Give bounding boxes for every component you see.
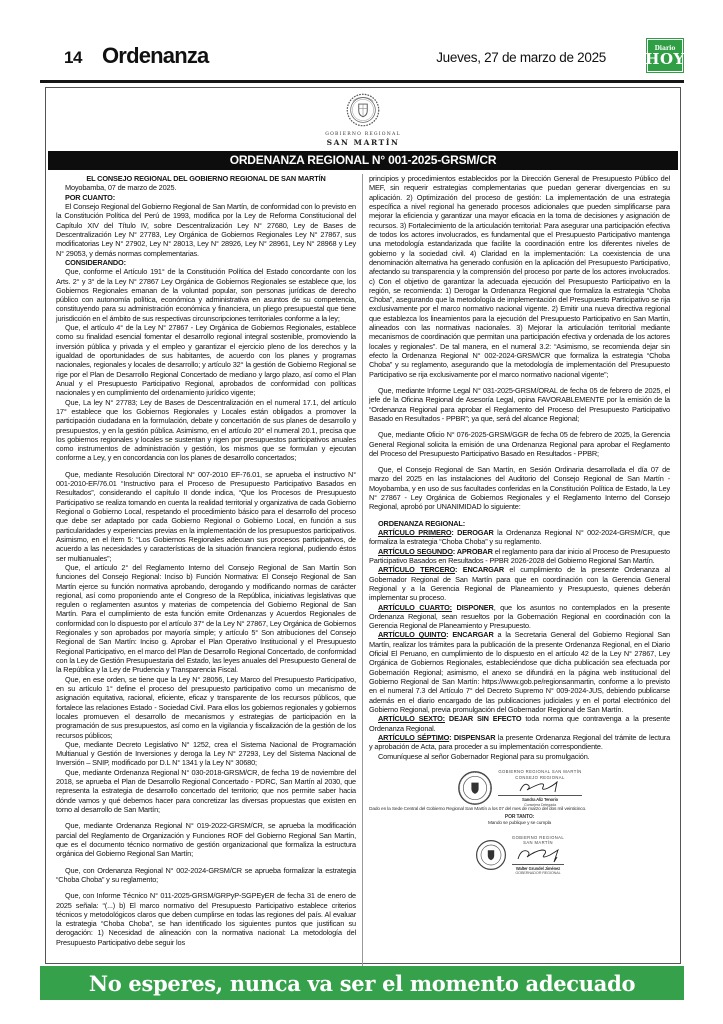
regional-crest-block: [46, 88, 680, 146]
footer-slogan-text: No esperes, nunca va ser el momento adecuado: [88, 970, 636, 996]
logo-top-text: Diario: [654, 44, 676, 52]
considerando-heading: CONSIDERANDO:: [65, 257, 126, 267]
article-primero: ARTÍCULO PRIMERO: DEROGAR la Ordenanza Regional N° 002-2024-GRSM/CR, que formaliza la estrategia “Choba Choba” y su reglamento.: [369, 528, 670, 547]
consejo-seal-icon: [457, 770, 493, 806]
paragraph: Que, con Ordenanza Regional N° 002-2024-GRSM/CR se aprueba formalizar la estrategia “Choba Choba” y su reglamento;: [56, 865, 356, 884]
article-septimo: ARTÍCULO SÉPTIMO: DISPENSAR la presente Ordenanza Regional del trámite de lectura y aprobación de Acta, para proceder a su implementación correspondiente.: [369, 732, 671, 752]
paragraph: Que, mediante Ordenanza Regional N° 030-2018-GRSM/CR, de fecha 19 de noviembre del 2018, se aprueba el Plan de Desarrollo Regional Concertado - PDRC, San Martín al 2030, que representa la estrategia de desarrollo concertado del territorio; que nos permite saber hacia dónde vamos y qué debemos hacer para concretizar las diversas propuestas que existen en torno al desarrollo de San Martín;: [56, 767, 356, 815]
handwritten-signature-icon: [516, 781, 564, 794]
por-tanto: POR TANTO:: [504, 814, 535, 821]
edition-date: Jueves, 27 de marzo de 2025: [436, 50, 606, 65]
paragraph: Que, el Consejo Regional de San Martín, en Sesión Ordinaria desarrollada el día 07 de marzo del 2025 en las instalaciones del Auditorio del Consejo Regional de San Martín - Moyobamba, y en uso de sus facultades conferidas en la Constitución Política de Estado, la Ley N° 27867 - Ley Orgánica de Gobiernos Regionales y el Reglamento Interno del Consejo Regional, aprobó por UNANIMIDAD lo siguiente:: [369, 465, 670, 512]
paragraph: Que, mediante Oficio N° 076-2025-GRSM/GGR de fecha 05 de febrero de 2025, la Gerencia General Regional solicita la emisión de una Ordenanza Regional para aprobar el Reglamento del Proceso del Presupuesto Participativo Basado en Resultados - PPBR;: [369, 430, 670, 458]
sig2-org: GOBIERNO REGIONAL: [511, 834, 565, 840]
closing-line: Comuníquese al señor Gobernador Regional para su promulgación.: [378, 751, 590, 761]
handwritten-signature-icon: [512, 847, 564, 863]
left-column: [50, 174, 363, 966]
council-heading: EL CONSEJO REGIONAL DEL GOBIERNO REGIONAL DE SAN MARTÍN: [86, 174, 326, 184]
ordinance-document: [45, 87, 681, 964]
paragraph: El Consejo Regional del Gobierno Regional de San Martín, de conformidad con lo previsto en la Constitución Política del Perú de 1993, modifica por la Ley de Reforma Constitucional del Capítulo XIV del Título IV, sobre Descentralización Ley N° 27680, Ley de Bases de Descentralización Ley N° 27783, Ley Orgánica de Gobiernos Regionales Ley N° 27867, sus modificatorias Ley N° 27902, Ley N° 28013, Ley N° 28926, Ley N° 28961, Ley N° 28968 y Ley N° 29053, y demás normas complementarias.: [56, 202, 356, 258]
signature-block-consejo: [369, 769, 670, 808]
dado-line: Dado en la Sede Central del Gobierno Regional San Martín a los 07 del mes de marzo del dos mil veinticinco.: [369, 807, 587, 813]
paragraph: principios y procedimientos establecidos por la Dirección General de Presupuesto Público del MEF, sin requerir estrategias complementarias que puedan generar divergencias en su aplicación. 2) Optimización del proceso de gestión: La implementación de una estrategia específica a nivel regional ha generado procesos adicionales que pueden simplificarse para mejorar la eficiencia y garantizar una mayor eficacia en la toma de decisiones y asignación de recursos. 3) Fortalecimiento de la articulación territorial: Para asegurar una participación efectiva de todos los actores involucrados, es fundamental que el Presupuesto Participativo mantenga una metodología estandarizada que facilite la coordinación entre los diferentes niveles de gobierno y la sociedad civil. 4) Claridad en la implementación: La coexistencia de una denominación alternativa ha generado confusión en la aplicación del Presupuesto Participativo, afectando su transparencia y la comprensión del proceso por parte de los actores involucrados. c) Con el objetivo de garantizar la adecuada ejecución del Presupuesto Participativo en la región, se recomienda: 1) Derogar la Ordenanza Regional que formaliza la estrategia “Choba Choba”, asegurando que la metodología de implementación del Presupuesto Participativo se rija exclusivamente por el marco normativo nacional vigente. 2) Emitir una nueva directiva regional que establezca los lineamientos para la ejecución del Presupuesto Participativo en San Martín, alineados con las normativas nacionales. 3) Mejorar la articulación territorial mediante mecanismos de coordinación que permitan una participación efectiva y ordenada de los actores locales y regionales”. De tal manera, en el numeral 3.2: “Asimismo, se recomienda dejar sin efecto la Ordenanza Regional N° 002-2024-GRSM/CR que formaliza la estrategia “Choba Choba” y su reglamento, asegurando que la metodología de implementación del Presupuesto Participativo se rija exclusivamente por el marco normativo nacional vigente”;: [369, 174, 670, 379]
paragraph: Que, en ese orden, se tiene que la Ley N° 28056, Ley Marco del Presupuesto Participativo, en su artículo 1° define el proceso del presupuesto participativo como un mecanismo de asignación equitativa, racional, eficiente, eficaz y transparente de los recursos públicos, que fortalece las relaciones Estado - Sociedad Civil. Para ellos los gobiernos regionales y gobiernos locales promueven el desarrollo de mecanismos y estrategias de participación en la programación de sus presupuestos, así como en la vigilancia y fiscalización de la gestión de los recursos públicos;: [56, 674, 356, 740]
paragraph: Que, el artículo 4° de la Ley N° 27867 - Ley Orgánica de Gobiernos Regionales, establece como su finalidad esencial fomentar el desarrollo regional integral sostenible, promoviendo la inversión pública y privada y el empleo y garantizar el ejercicio pleno de los derechos y la igualdad de oportunidades de sus habitantes, de acuerdo con los planes y programas nacionales, regionales y locales de desarrollo; y artículo 32° la gestión de Gobierno Regional se rige por el Plan de Desarrollo Regional Concertado de mediano y largo plazo, así como el Plan Anual y el Presupuesto Participativo Regional, aprobados de conformidad con políticas nacionales y en cumplimiento del ordenamiento jurídico vigente;: [56, 323, 356, 398]
gobernador-signature-text: [512, 835, 564, 877]
header-rule: [40, 80, 684, 83]
consejo-signature-text: [498, 769, 581, 808]
section-title: Ordenanza: [102, 43, 209, 68]
article-quinto: ARTÍCULO QUINTO: ENCARGAR a la Secretaria General del Gobierno Regional San Martín, realizar los trámites para la publicación de la presente Ordenanza Regional, en el Diario Oficial El Peruano, en cumplimiento de lo dispuesto en el artículo 42 de la Ley N° 27867, Ley Orgánica de Gobiernos Regionales, estableciéndose que dicha publicación sea efectuada por Gobernación Regional; asimismo, el anexo se difundirá en la página web institucional del Gobierno Regional de San Martín: https://www.gob.pe/regionsanmartin, conforme a lo previsto en el numeral 7.3 del Artículo 7° del Decreto Supremo N° 009-2024-JUS, debiendo publicarse además en el diario encargado de las publicaciones judiciales y en el portal electrónico del Gobierno Regional, previa promulgación del Gobernador Regional de San Martín.: [369, 630, 670, 714]
paragraph: Que, La ley N° 27783; Ley de Bases de Descentralización en el numeral 17.1, del artículo 17° establece que los Gobiernos Regionales y Locales están obligados a promover la participación ciudadana en la formulación, debate y concertación de sus planes de desarrollo y presupuestos, y en la gestión pública. Asimismo, en el artículo 20° el numeral 20.1, precisa que los gobiernos regionales y locales se sustentan y rigen por presupuestos participativos anuales como instrumentos de administración y gestión, los mismos que se formulan y ejecutan conforme a Ley, y en concordancia con los planes de desarrollo concertados;: [56, 397, 356, 463]
sig1-title: Consejera Delegada: [524, 802, 556, 807]
article-segundo: ARTÍCULO SEGUNDO: APROBAR el reglamento para dar inicio al Proceso de Presupuesto Participativo Basados en Resultados - PPBR 2026-2028 del Gobierno Regional San Martín.: [369, 546, 670, 565]
sig2-sub: SAN MARTÍN: [523, 840, 553, 846]
diario-hoy-logo: [646, 38, 684, 73]
ordenanza-heading: ORDENANZA REGIONAL:: [378, 518, 466, 528]
gobernador-seal-icon: [475, 839, 507, 871]
article-cuarto: ARTÍCULO CUARTO: DISPONER, que los asuntos no contemplados en la presente Ordenanza Regional, sean resueltos por la Gobernación Regional en coordinación con la Gerencia Regional de Planeamiento y Presupuesto.: [369, 602, 670, 631]
crest-org-line2: SAN MARTÍN: [326, 137, 400, 147]
paragraph: Que, mediante Resolución Directoral N° 007-2010 EF-76.01, se aprueba el instructivo N° 001-2010-EF/76.01 “Instructivo para el Proceso de Presupuesto Participativo Basados en Resultados”, considerando el capítulo II donde indica, “Que los Procesos de Presupuesto Participativo se realiza tomando en cuenta la realidad territorial y organizativa de cada Gobierno Regional o Gobierno Local, respetando el procedimiento básico para el desarrollo del proceso que debe ser adaptado por cada Gobierno Regional o Gobierno Local, en función a sus particularidades y experiencias previas en la implementación de los presupuestos participativos. Asimismo, en el ítem 5: “Los Gobiernos Regionales adecuan sus procesos participativos, de acuerdo a las necesidades y características de la situación financiera regional, pudiendo éstos ser multianuales”;: [56, 469, 356, 563]
article-tercero: ARTÍCULO TERCERO: ENCARGAR el cumplimiento de la presente Ordenanza al Gobernador Regional de San Martín para que en coordinación con la Gerencia General Regional y a la Gerencia Regional de Planeamiento y Presupuesto, quienes deberán implementar su proceso.: [369, 565, 670, 603]
paragraph: Que, conforme el Artículo 191° de la Constitución Política del Estado concordante con los Arts. 2° y 3° de la Ley N° 27867 Ley Orgánica de Gobiernos Regionales se establece que, los Gobiernos Regionales emanan de la voluntad popular, son personas jurídicas de derecho público con autonomía política, económica y administrativa en asuntos de su competencia, constituyendo para su administración económica y financiera, un pliego presupuestal que tiene jurisdicción en el ámbito de sus respectivas circunscripciones territoriales conforme a la ley;: [56, 267, 356, 323]
page-number: 14: [64, 48, 82, 67]
por-cuanto-heading: POR CUANTO:: [65, 192, 116, 202]
sig2-name: Walter Grundel Jiménez: [512, 864, 564, 871]
paragraph: Que, mediante Ordenanza Regional N° 019-2022-GRSM/CR, se aprueba la modificación parcial del Reglamento de Organización y Funciones ROF del Gobierno Regional San Martín, que es el documento técnico normativo de gestión organizacional que formaliza la estructura orgánica del Gobierno Regional San Martín;: [56, 821, 356, 859]
paragraph: Que, el artículo 2° del Reglamento Interno del Consejo Regional de San Martín Son funciones del Consejo Regional: Inciso b) Función Normativa: El Consejo Regional de San Martín ejerce su función normativa aprobando, derogando y modificando normas de carácter regional, así como proponiendo ante el Congreso de la República, iniciativas legislativas que regulen o reglamenten asuntos y materias de competencia del Gobierno Regional de San Martín. Para el cumplimiento de esta función emite Ordenanzas y Acuerdos Regionales de conformidad con lo dispuesto por el artículo 37° de la Ley N° 27867, Ley Orgánica de Gobiernos Regionales y son aprobados por mayoría simple; y artículo 5° Son atribuciones del Consejo Regional de San Martín: Inciso g. Aprobar el Plan Operativo Institucional y el Presupuesto Regional Participativo, en el marco del Plan de Desarrollo Regional Concertado, de conformidad con la Ley de Gestión Presupuestaria del Estado, las leyes anuales del Presupuesto General de la República y la Ley de Prudencia y Transparencia Fiscal.: [56, 562, 356, 675]
right-column: [363, 174, 676, 966]
page-header: [40, 38, 684, 78]
sig2-title: GOBERNADOR REGIONAL: [515, 871, 561, 876]
mando-line: Mando se publique y se cumpla: [487, 820, 552, 826]
paragraph: Que, mediante Informe Legal N° 031-2025-GRSM/ORAL de fecha 05 de febrero de 2025, el jefe de la Oficina Regional de Asesoría Legal, opina FAVORABLEMENTE por la emisión de la “Ordenanza Regional para aprobar el Reglamento del Proceso del Presupuesto Participativo Basado en Resultados - PPBR”; ya que, será del alcance Regional;: [369, 385, 670, 423]
signature-block-gobernador: [369, 835, 670, 877]
logo-main-text: HOY: [645, 49, 685, 68]
paragraph: Que, mediante Decreto Legislativo N° 1252, crea el Sistema Nacional de Programación Multianual y Gestión de Inversiones y deroga la Ley N° 27293, Ley del Sistema Nacional de Inversión – SNIP, modificado por D.L N° 1341 y la Ley N° 30680;: [56, 739, 356, 768]
sig1-org: GOBIERNO REGIONAL SAN MARTÍN: [498, 768, 582, 774]
footer-slogan-banner: [40, 966, 684, 1000]
two-column-body: [46, 170, 680, 966]
paragraph: Que, con Informe Técnico N° 011-2025-GRSM/GRPyP-SGPEyER de fecha 31 de enero de 2025 señala: “(...) b) El marco normativo del Presupuesto Participativo establece criterios técnicos y metodológicos claros que deben cumplirse en todas las regiones del país. Al evaluar la estrategia “Choba Choba”, se han identificado los siguientes puntos que justifican su derogación: 1) Necesidad de alineación con la normativa nacional: La metodología del Presupuesto Participativo debe seguir los: [56, 891, 356, 947]
dateline: Moyobamba, 07 de marzo de 2025.: [65, 183, 177, 193]
coat-of-arms-icon: [346, 93, 380, 127]
article-sexto: ARTÍCULO SEXTO: DEJAR SIN EFECTO toda norma que contravenga a la presente Ordenanza Regional.: [369, 714, 671, 733]
sig1-name: Sandra Alíz Tenorio: [498, 795, 581, 802]
ordinance-title-bar: ORDENANZA REGIONAL N° 001-2025-GRSM/CR: [48, 151, 678, 170]
sig1-sub: CONSEJO REGIONAL: [515, 774, 565, 780]
crest-org-line1: GOBIERNO REGIONAL: [325, 132, 401, 137]
